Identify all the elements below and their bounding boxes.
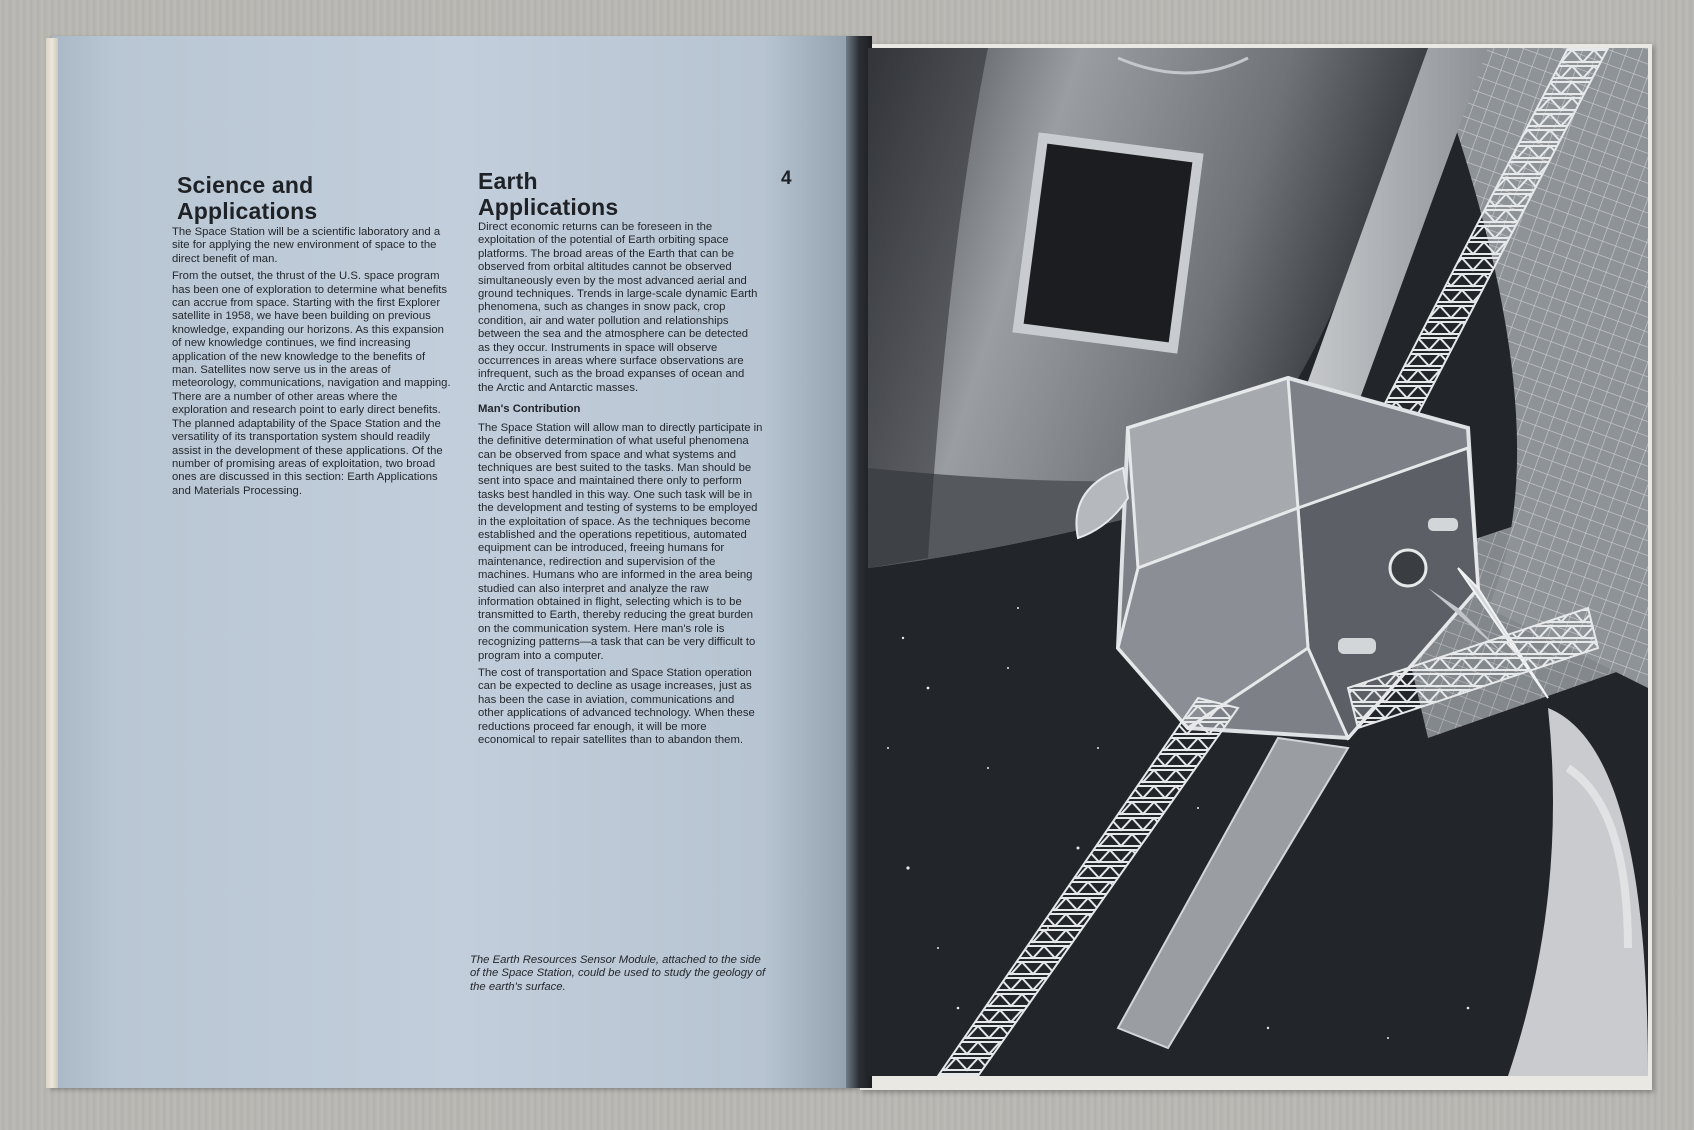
- earth-paragraph: Direct economic returns can be foreseen in the exploitation of the potential of Earth orbiting space platforms. The broad areas of the Earth that can be observed from orbital altitudes cannot be observed simultaneously even by the most advanced aerial and ground techniques. Trends in large-scale dynamic Earth phenomena, such as changes in snow pack, crop condition, air and water pollution and relationships between the sea and the atmosphere can be detected as they occur. Instruments in space will observe occurrences in areas where surface observations are infrequent, such as the broad expanses of ocean and the Arctic and Antarctic masses.: [478, 221, 758, 394]
- earth-column: [478, 221, 763, 751]
- figure-caption: The Earth Resources Sensor Module, attached to the side of the Space Station, could be used to study the geology of the earth's surface.: [470, 954, 766, 993]
- heading-science-and-applications: Science and Applications: [177, 172, 318, 224]
- page-number: 4: [781, 168, 792, 189]
- contribution-paragraph: The Space Station will allow man to directly participate in the definitive determination of what useful phenomena can be observed from space and what systems and techniques are best suited to the tasks. Man should be sent into space and maintained there only to perform tasks best handled in this way. One such task will be in the development and testing of systems to be employed in the exploitation of space. As the techniques become established and the operations repetitious, automated equipment can be introduced, freeing humans for maintenance, redirection and supervision of the machines. Humans who are informed in the area being studied can also interpret and analyze the raw information obtained in flight, selecting which is to be transmitted to Earth, thereby reducing the great burden on the communication system. Here man's role is recognizing patterns—a task that can be very difficult to program into a computer.: [478, 421, 763, 662]
- science-paragraph: From the outset, the thrust of the U.S. space program has been one of exploration to determine what benefits can accrue from space. Starting with the first Explorer satellite in 1958, we have been building on previous knowledge, expanding our horizons. As this expansion of new knowledge continues, we find increasing application of the new knowledge to the benefits of man. Satellites now serve us in the areas of meteorology, communications, navigation and mapping. There are a number of other areas where the exploration and research point to early direct benefits. The planned adaptability of the Space Station and the versatility of its transportation system should readily assist in the development of these applications. Of the number of promising areas of exploitation, two broad ones are discussed in this section: Earth Applications and Materials Processing.: [172, 270, 451, 497]
- heading-earth-applications: Earth Applications: [478, 168, 619, 220]
- contribution-paragraph: The cost of transportation and Space Station operation can be expected to decline as usage increases, just as has been the case in aviation, communications and other applications of advanced technology. When these reductions proceed far enough, it will be more economical to repair satellites than to abandon them.: [478, 667, 755, 747]
- subheading-mans-contribution: Man's Contribution: [478, 403, 581, 416]
- sensor-module-illustration: [868, 48, 1648, 1076]
- science-paragraph: The Space Station will be a scientific laboratory and a site for applying the new environment of space to the direct benefit of man.: [172, 226, 441, 265]
- science-column: [172, 226, 452, 502]
